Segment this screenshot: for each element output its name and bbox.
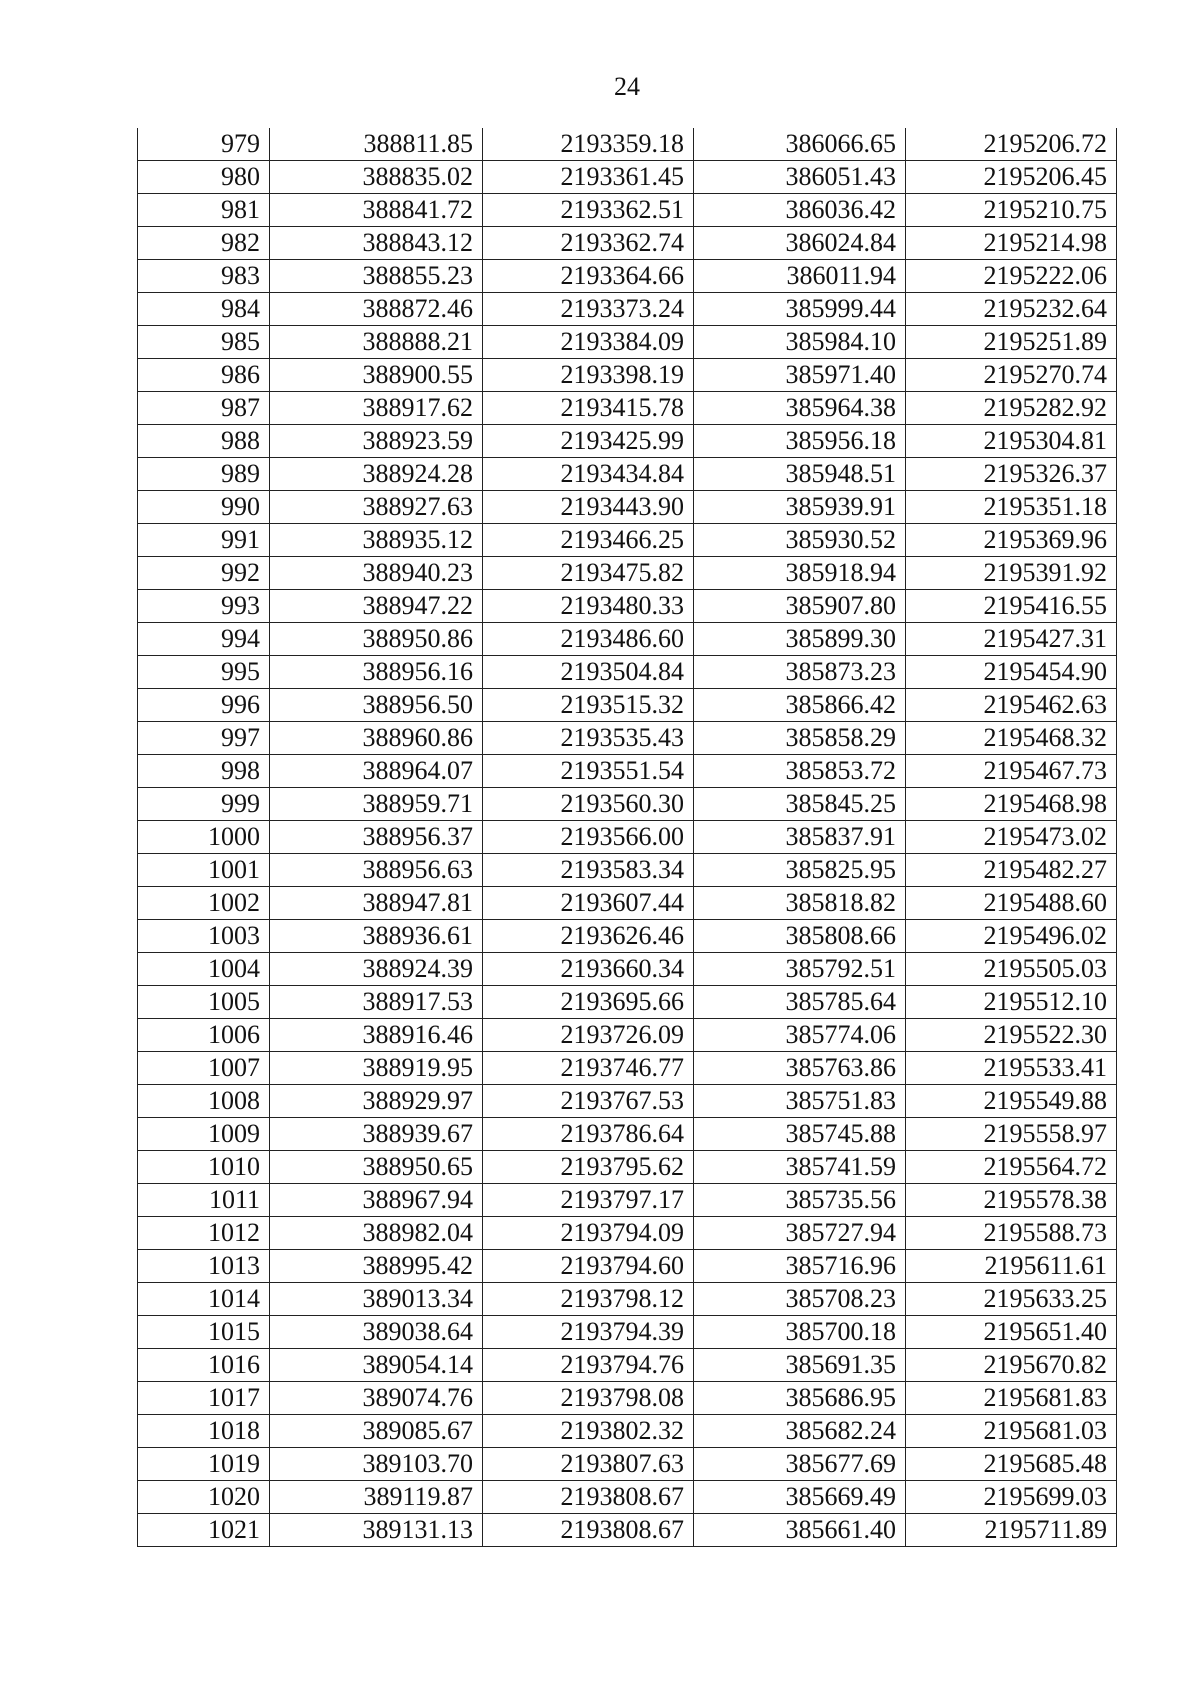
y1-cell: 2193443.90 xyxy=(483,491,694,524)
x1-cell: 388995.42 xyxy=(270,1250,483,1283)
coordinate-table xyxy=(137,128,1117,1547)
x1-cell: 388924.28 xyxy=(270,458,483,491)
y2-cell: 2195685.48 xyxy=(906,1448,1117,1481)
table-row xyxy=(138,854,1117,887)
y1-cell: 2193373.24 xyxy=(483,293,694,326)
y2-cell: 2195468.32 xyxy=(906,722,1117,755)
point-number-cell: 984 xyxy=(138,293,270,326)
x1-cell: 388940.23 xyxy=(270,557,483,590)
point-number-cell: 986 xyxy=(138,359,270,392)
x1-cell: 389131.13 xyxy=(270,1514,483,1547)
point-number-cell: 1021 xyxy=(138,1514,270,1547)
table-row xyxy=(138,953,1117,986)
x1-cell: 388950.65 xyxy=(270,1151,483,1184)
x1-cell: 388960.86 xyxy=(270,722,483,755)
point-number-cell: 987 xyxy=(138,392,270,425)
table-row xyxy=(138,788,1117,821)
x1-cell: 388841.72 xyxy=(270,194,483,227)
table-row xyxy=(138,1349,1117,1382)
x2-cell: 385677.69 xyxy=(694,1448,906,1481)
x1-cell: 389119.87 xyxy=(270,1481,483,1514)
x1-cell: 389103.70 xyxy=(270,1448,483,1481)
x1-cell: 388917.62 xyxy=(270,392,483,425)
y1-cell: 2193384.09 xyxy=(483,326,694,359)
table-row xyxy=(138,227,1117,260)
x1-cell: 388811.85 xyxy=(270,128,483,161)
y1-cell: 2193434.84 xyxy=(483,458,694,491)
table-row xyxy=(138,1316,1117,1349)
y1-cell: 2193695.66 xyxy=(483,986,694,1019)
y2-cell: 2195326.37 xyxy=(906,458,1117,491)
y2-cell: 2195578.38 xyxy=(906,1184,1117,1217)
point-number-cell: 1006 xyxy=(138,1019,270,1052)
y1-cell: 2193794.60 xyxy=(483,1250,694,1283)
x2-cell: 385741.59 xyxy=(694,1151,906,1184)
y2-cell: 2195206.45 xyxy=(906,161,1117,194)
x1-cell: 388956.16 xyxy=(270,656,483,689)
y2-cell: 2195467.73 xyxy=(906,755,1117,788)
table-row xyxy=(138,821,1117,854)
x1-cell: 388888.21 xyxy=(270,326,483,359)
x2-cell: 385964.38 xyxy=(694,392,906,425)
table-row xyxy=(138,1283,1117,1316)
x1-cell: 388956.37 xyxy=(270,821,483,854)
x1-cell: 388967.94 xyxy=(270,1184,483,1217)
point-number-cell: 985 xyxy=(138,326,270,359)
x2-cell: 385669.49 xyxy=(694,1481,906,1514)
table-row xyxy=(138,1382,1117,1415)
y2-cell: 2195304.81 xyxy=(906,425,1117,458)
table-row xyxy=(138,458,1117,491)
x1-cell: 388919.95 xyxy=(270,1052,483,1085)
x1-cell: 388916.46 xyxy=(270,1019,483,1052)
y2-cell: 2195206.72 xyxy=(906,128,1117,161)
x1-cell: 388900.55 xyxy=(270,359,483,392)
x2-cell: 385727.94 xyxy=(694,1217,906,1250)
x2-cell: 385774.06 xyxy=(694,1019,906,1052)
table-row xyxy=(138,920,1117,953)
point-number-cell: 996 xyxy=(138,689,270,722)
x1-cell: 388835.02 xyxy=(270,161,483,194)
x1-cell: 389038.64 xyxy=(270,1316,483,1349)
x2-cell: 385845.25 xyxy=(694,788,906,821)
x2-cell: 386024.84 xyxy=(694,227,906,260)
table-row xyxy=(138,1118,1117,1151)
point-number-cell: 1012 xyxy=(138,1217,270,1250)
y2-cell: 2195633.25 xyxy=(906,1283,1117,1316)
x2-cell: 386051.43 xyxy=(694,161,906,194)
y1-cell: 2193795.62 xyxy=(483,1151,694,1184)
table-row xyxy=(138,689,1117,722)
x2-cell: 385930.52 xyxy=(694,524,906,557)
x2-cell: 386036.42 xyxy=(694,194,906,227)
y2-cell: 2195533.41 xyxy=(906,1052,1117,1085)
x2-cell: 385853.72 xyxy=(694,755,906,788)
point-number-cell: 1019 xyxy=(138,1448,270,1481)
y2-cell: 2195512.10 xyxy=(906,986,1117,1019)
x1-cell: 388917.53 xyxy=(270,986,483,1019)
y1-cell: 2193794.76 xyxy=(483,1349,694,1382)
y1-cell: 2193486.60 xyxy=(483,623,694,656)
y1-cell: 2193362.74 xyxy=(483,227,694,260)
table-row xyxy=(138,1250,1117,1283)
x2-cell: 385956.18 xyxy=(694,425,906,458)
page-number: 24 xyxy=(614,72,640,101)
y1-cell: 2193660.34 xyxy=(483,953,694,986)
table-row xyxy=(138,161,1117,194)
y2-cell: 2195564.72 xyxy=(906,1151,1117,1184)
point-number-cell: 1009 xyxy=(138,1118,270,1151)
y1-cell: 2193480.33 xyxy=(483,590,694,623)
x1-cell: 388939.67 xyxy=(270,1118,483,1151)
x1-cell: 388927.63 xyxy=(270,491,483,524)
y2-cell: 2195473.02 xyxy=(906,821,1117,854)
x2-cell: 385716.96 xyxy=(694,1250,906,1283)
point-number-cell: 982 xyxy=(138,227,270,260)
point-number-cell: 1000 xyxy=(138,821,270,854)
table-row xyxy=(138,524,1117,557)
y1-cell: 2193504.84 xyxy=(483,656,694,689)
x1-cell: 388843.12 xyxy=(270,227,483,260)
y2-cell: 2195270.74 xyxy=(906,359,1117,392)
point-number-cell: 988 xyxy=(138,425,270,458)
table-row xyxy=(138,1085,1117,1118)
table-row xyxy=(138,491,1117,524)
x2-cell: 385745.88 xyxy=(694,1118,906,1151)
y2-cell: 2195282.92 xyxy=(906,392,1117,425)
y1-cell: 2193626.46 xyxy=(483,920,694,953)
x2-cell: 385984.10 xyxy=(694,326,906,359)
y1-cell: 2193767.53 xyxy=(483,1085,694,1118)
point-number-cell: 1001 xyxy=(138,854,270,887)
point-number-cell: 1018 xyxy=(138,1415,270,1448)
y2-cell: 2195391.92 xyxy=(906,557,1117,590)
y2-cell: 2195711.89 xyxy=(906,1514,1117,1547)
x2-cell: 386011.94 xyxy=(694,260,906,293)
point-number-cell: 991 xyxy=(138,524,270,557)
x2-cell: 385818.82 xyxy=(694,887,906,920)
x2-cell: 385808.66 xyxy=(694,920,906,953)
x1-cell: 389054.14 xyxy=(270,1349,483,1382)
y1-cell: 2193746.77 xyxy=(483,1052,694,1085)
table-row xyxy=(138,557,1117,590)
y2-cell: 2195588.73 xyxy=(906,1217,1117,1250)
y1-cell: 2193425.99 xyxy=(483,425,694,458)
point-number-cell: 1016 xyxy=(138,1349,270,1382)
y2-cell: 2195611.61 xyxy=(906,1250,1117,1283)
y2-cell: 2195496.02 xyxy=(906,920,1117,953)
y1-cell: 2193359.18 xyxy=(483,128,694,161)
x1-cell: 388947.81 xyxy=(270,887,483,920)
point-number-cell: 994 xyxy=(138,623,270,656)
table-row xyxy=(138,656,1117,689)
y2-cell: 2195482.27 xyxy=(906,854,1117,887)
table-row xyxy=(138,1217,1117,1250)
y1-cell: 2193583.34 xyxy=(483,854,694,887)
x2-cell: 385948.51 xyxy=(694,458,906,491)
y2-cell: 2195699.03 xyxy=(906,1481,1117,1514)
point-number-cell: 1010 xyxy=(138,1151,270,1184)
point-number-cell: 1004 xyxy=(138,953,270,986)
table-row xyxy=(138,392,1117,425)
y1-cell: 2193726.09 xyxy=(483,1019,694,1052)
x2-cell: 385971.40 xyxy=(694,359,906,392)
y2-cell: 2195522.30 xyxy=(906,1019,1117,1052)
table-row xyxy=(138,1019,1117,1052)
x2-cell: 385751.83 xyxy=(694,1085,906,1118)
y2-cell: 2195251.89 xyxy=(906,326,1117,359)
point-number-cell: 999 xyxy=(138,788,270,821)
y1-cell: 2193607.44 xyxy=(483,887,694,920)
y2-cell: 2195214.98 xyxy=(906,227,1117,260)
point-number-cell: 989 xyxy=(138,458,270,491)
table-row xyxy=(138,1052,1117,1085)
x2-cell: 385792.51 xyxy=(694,953,906,986)
table-row xyxy=(138,359,1117,392)
x2-cell: 385686.95 xyxy=(694,1382,906,1415)
point-number-cell: 1015 xyxy=(138,1316,270,1349)
y2-cell: 2195681.83 xyxy=(906,1382,1117,1415)
x2-cell: 386066.65 xyxy=(694,128,906,161)
table-row xyxy=(138,1184,1117,1217)
table-row xyxy=(138,1448,1117,1481)
x1-cell: 388964.07 xyxy=(270,755,483,788)
point-number-cell: 1002 xyxy=(138,887,270,920)
y1-cell: 2193808.67 xyxy=(483,1514,694,1547)
x1-cell: 388855.23 xyxy=(270,260,483,293)
x1-cell: 388936.61 xyxy=(270,920,483,953)
y1-cell: 2193398.19 xyxy=(483,359,694,392)
point-number-cell: 992 xyxy=(138,557,270,590)
x1-cell: 388924.39 xyxy=(270,953,483,986)
table-row xyxy=(138,986,1117,1019)
y2-cell: 2195505.03 xyxy=(906,953,1117,986)
point-number-cell: 993 xyxy=(138,590,270,623)
x2-cell: 385918.94 xyxy=(694,557,906,590)
point-number-cell: 983 xyxy=(138,260,270,293)
point-number-cell: 995 xyxy=(138,656,270,689)
y2-cell: 2195351.18 xyxy=(906,491,1117,524)
y1-cell: 2193560.30 xyxy=(483,788,694,821)
y1-cell: 2193475.82 xyxy=(483,557,694,590)
x2-cell: 385700.18 xyxy=(694,1316,906,1349)
point-number-cell: 1005 xyxy=(138,986,270,1019)
x2-cell: 385708.23 xyxy=(694,1283,906,1316)
y1-cell: 2193566.00 xyxy=(483,821,694,854)
y1-cell: 2193808.67 xyxy=(483,1481,694,1514)
x1-cell: 388935.12 xyxy=(270,524,483,557)
y1-cell: 2193551.54 xyxy=(483,755,694,788)
point-number-cell: 980 xyxy=(138,161,270,194)
point-number-cell: 1011 xyxy=(138,1184,270,1217)
y2-cell: 2195468.98 xyxy=(906,788,1117,821)
x2-cell: 385735.56 xyxy=(694,1184,906,1217)
y2-cell: 2195210.75 xyxy=(906,194,1117,227)
x1-cell: 388872.46 xyxy=(270,293,483,326)
table-row xyxy=(138,1481,1117,1514)
x1-cell: 389074.76 xyxy=(270,1382,483,1415)
x2-cell: 385763.86 xyxy=(694,1052,906,1085)
point-number-cell: 1013 xyxy=(138,1250,270,1283)
point-number-cell: 981 xyxy=(138,194,270,227)
y2-cell: 2195462.63 xyxy=(906,689,1117,722)
x1-cell: 388950.86 xyxy=(270,623,483,656)
x2-cell: 385858.29 xyxy=(694,722,906,755)
table-row xyxy=(138,755,1117,788)
x1-cell: 389013.34 xyxy=(270,1283,483,1316)
y2-cell: 2195651.40 xyxy=(906,1316,1117,1349)
x2-cell: 385785.64 xyxy=(694,986,906,1019)
y1-cell: 2193466.25 xyxy=(483,524,694,557)
point-number-cell: 998 xyxy=(138,755,270,788)
y2-cell: 2195454.90 xyxy=(906,656,1117,689)
point-number-cell: 997 xyxy=(138,722,270,755)
table-row xyxy=(138,1151,1117,1184)
x1-cell: 389085.67 xyxy=(270,1415,483,1448)
y1-cell: 2193802.32 xyxy=(483,1415,694,1448)
y1-cell: 2193515.32 xyxy=(483,689,694,722)
y1-cell: 2193415.78 xyxy=(483,392,694,425)
table-row xyxy=(138,128,1117,161)
point-number-cell: 1014 xyxy=(138,1283,270,1316)
point-number-cell: 1020 xyxy=(138,1481,270,1514)
y1-cell: 2193362.51 xyxy=(483,194,694,227)
point-number-cell: 1008 xyxy=(138,1085,270,1118)
point-number-cell: 979 xyxy=(138,128,270,161)
y1-cell: 2193786.64 xyxy=(483,1118,694,1151)
y1-cell: 2193798.12 xyxy=(483,1283,694,1316)
x2-cell: 385907.80 xyxy=(694,590,906,623)
x1-cell: 388956.50 xyxy=(270,689,483,722)
table-row xyxy=(138,194,1117,227)
y2-cell: 2195232.64 xyxy=(906,293,1117,326)
y1-cell: 2193798.08 xyxy=(483,1382,694,1415)
table-row xyxy=(138,293,1117,326)
y1-cell: 2193535.43 xyxy=(483,722,694,755)
y1-cell: 2193794.39 xyxy=(483,1316,694,1349)
x1-cell: 388959.71 xyxy=(270,788,483,821)
x2-cell: 385873.23 xyxy=(694,656,906,689)
point-number-cell: 1007 xyxy=(138,1052,270,1085)
x2-cell: 385661.40 xyxy=(694,1514,906,1547)
table-row xyxy=(138,623,1117,656)
y2-cell: 2195558.97 xyxy=(906,1118,1117,1151)
x1-cell: 388982.04 xyxy=(270,1217,483,1250)
x2-cell: 385682.24 xyxy=(694,1415,906,1448)
y1-cell: 2193364.66 xyxy=(483,260,694,293)
y2-cell: 2195488.60 xyxy=(906,887,1117,920)
y1-cell: 2193797.17 xyxy=(483,1184,694,1217)
table-row xyxy=(138,590,1117,623)
x1-cell: 388929.97 xyxy=(270,1085,483,1118)
table-body xyxy=(138,128,1117,1547)
y2-cell: 2195369.96 xyxy=(906,524,1117,557)
x2-cell: 385999.44 xyxy=(694,293,906,326)
x1-cell: 388956.63 xyxy=(270,854,483,887)
x2-cell: 385939.91 xyxy=(694,491,906,524)
x1-cell: 388947.22 xyxy=(270,590,483,623)
y1-cell: 2193807.63 xyxy=(483,1448,694,1481)
point-number-cell: 990 xyxy=(138,491,270,524)
table-row xyxy=(138,326,1117,359)
y2-cell: 2195416.55 xyxy=(906,590,1117,623)
y1-cell: 2193361.45 xyxy=(483,161,694,194)
y1-cell: 2193794.09 xyxy=(483,1217,694,1250)
table-row xyxy=(138,887,1117,920)
point-number-cell: 1017 xyxy=(138,1382,270,1415)
y2-cell: 2195427.31 xyxy=(906,623,1117,656)
y2-cell: 2195670.82 xyxy=(906,1349,1117,1382)
x2-cell: 385691.35 xyxy=(694,1349,906,1382)
x2-cell: 385825.95 xyxy=(694,854,906,887)
point-number-cell: 1003 xyxy=(138,920,270,953)
table-row xyxy=(138,722,1117,755)
x2-cell: 385866.42 xyxy=(694,689,906,722)
x2-cell: 385837.91 xyxy=(694,821,906,854)
table-row xyxy=(138,1415,1117,1448)
x2-cell: 385899.30 xyxy=(694,623,906,656)
table-row xyxy=(138,260,1117,293)
y2-cell: 2195681.03 xyxy=(906,1415,1117,1448)
table-row xyxy=(138,1514,1117,1547)
table-row xyxy=(138,425,1117,458)
x1-cell: 388923.59 xyxy=(270,425,483,458)
y2-cell: 2195222.06 xyxy=(906,260,1117,293)
y2-cell: 2195549.88 xyxy=(906,1085,1117,1118)
